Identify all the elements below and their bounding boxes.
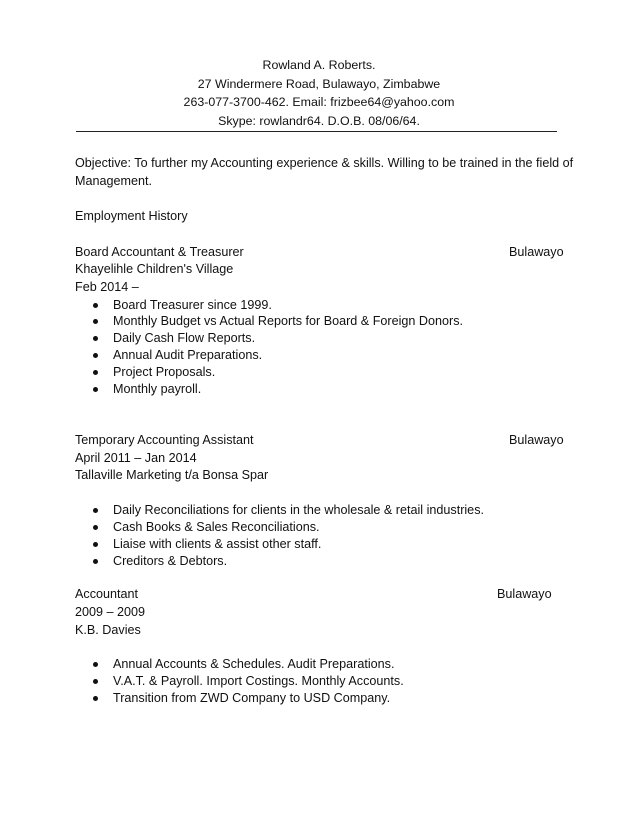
bullet-icon: [93, 336, 98, 341]
list-item: Monthly payroll.: [75, 381, 585, 398]
applicant-name: Rowland A. Roberts.: [262, 58, 376, 72]
list-item: Board Treasurer since 1999.: [75, 297, 585, 314]
header-divider: [76, 131, 557, 132]
bullet-icon: [93, 387, 98, 392]
job-2-heading: [75, 432, 585, 450]
bullet-icon: [93, 508, 98, 513]
bullet-icon: [93, 662, 98, 667]
list-item: Creditors & Debtors.: [75, 553, 585, 570]
job-1-heading: [75, 244, 585, 262]
list-item: V.A.T. & Payroll. Import Costings. Monthly Accounts.: [75, 673, 585, 690]
job-3-dates: 2009 – 2009: [75, 605, 146, 619]
objective-text: Objective: To further my Accounting experience & skills. Willing to be trained in the field of Management.: [75, 156, 574, 188]
bullet-icon: [93, 370, 98, 375]
job-3-location: Bulawayo: [497, 587, 552, 602]
bullet-icon: [93, 353, 98, 358]
job-3-title: Accountant: [75, 587, 139, 602]
bullet-icon: [93, 542, 98, 547]
list-item: Daily Reconciliations for clients in the wholesale & retail industries.: [75, 502, 585, 519]
bullet-icon: [93, 679, 98, 684]
bullet-icon: [93, 525, 98, 530]
bullet-icon: [93, 319, 98, 324]
applicant-contact: 263-077-3700-462. Email: frizbee64@yahoo.com: [183, 95, 455, 109]
job-2-title: Temporary Accounting Assistant: [75, 433, 254, 447]
bullet-icon: [93, 696, 98, 701]
resume-header: [0, 56, 638, 130]
list-item: Cash Books & Sales Reconciliations.: [75, 519, 585, 536]
list-item: Daily Cash Flow Reports.: [75, 330, 585, 347]
applicant-address: 27 Windermere Road, Bulawayo, Zimbabwe: [197, 76, 441, 91]
list-item: Project Proposals.: [75, 364, 585, 381]
list-item: Transition from ZWD Company to USD Company.: [75, 690, 585, 707]
job-1-duties: [75, 297, 585, 398]
applicant-skype-dob: Skype: rowlandr64. D.O.B. 08/06/64.: [218, 113, 420, 128]
job-1-location: Bulawayo: [509, 244, 564, 259]
list-item: Annual Accounts & Schedules. Audit Preparations.: [75, 656, 585, 673]
job-3-heading: [75, 586, 585, 604]
job-2-duties: [75, 502, 585, 570]
job-2-location: Bulawayo: [509, 433, 564, 447]
job-1-employer: Khayelihle Children's Village: [75, 262, 234, 277]
list-item: Monthly Budget vs Actual Reports for Board & Foreign Donors.: [75, 313, 585, 330]
list-item: Liaise with clients & assist other staff.: [75, 536, 585, 553]
bullet-icon: [93, 303, 98, 308]
resume-body: [75, 155, 585, 707]
list-item: Annual Audit Preparations.: [75, 347, 585, 364]
job-2-dates: April 2011 – Jan 2014: [75, 450, 197, 465]
job-3-duties: [75, 656, 585, 707]
job-3-employer: K.B. Davies: [75, 622, 141, 637]
bullet-icon: [93, 559, 98, 564]
job-1-title: Board Accountant & Treasurer: [75, 244, 244, 259]
job-2-employer: Tallaville Marketing t/a Bonsa Spar: [75, 468, 269, 483]
job-1-dates: Feb 2014 –: [75, 279, 139, 294]
section-title-employment: Employment History: [75, 209, 188, 224]
